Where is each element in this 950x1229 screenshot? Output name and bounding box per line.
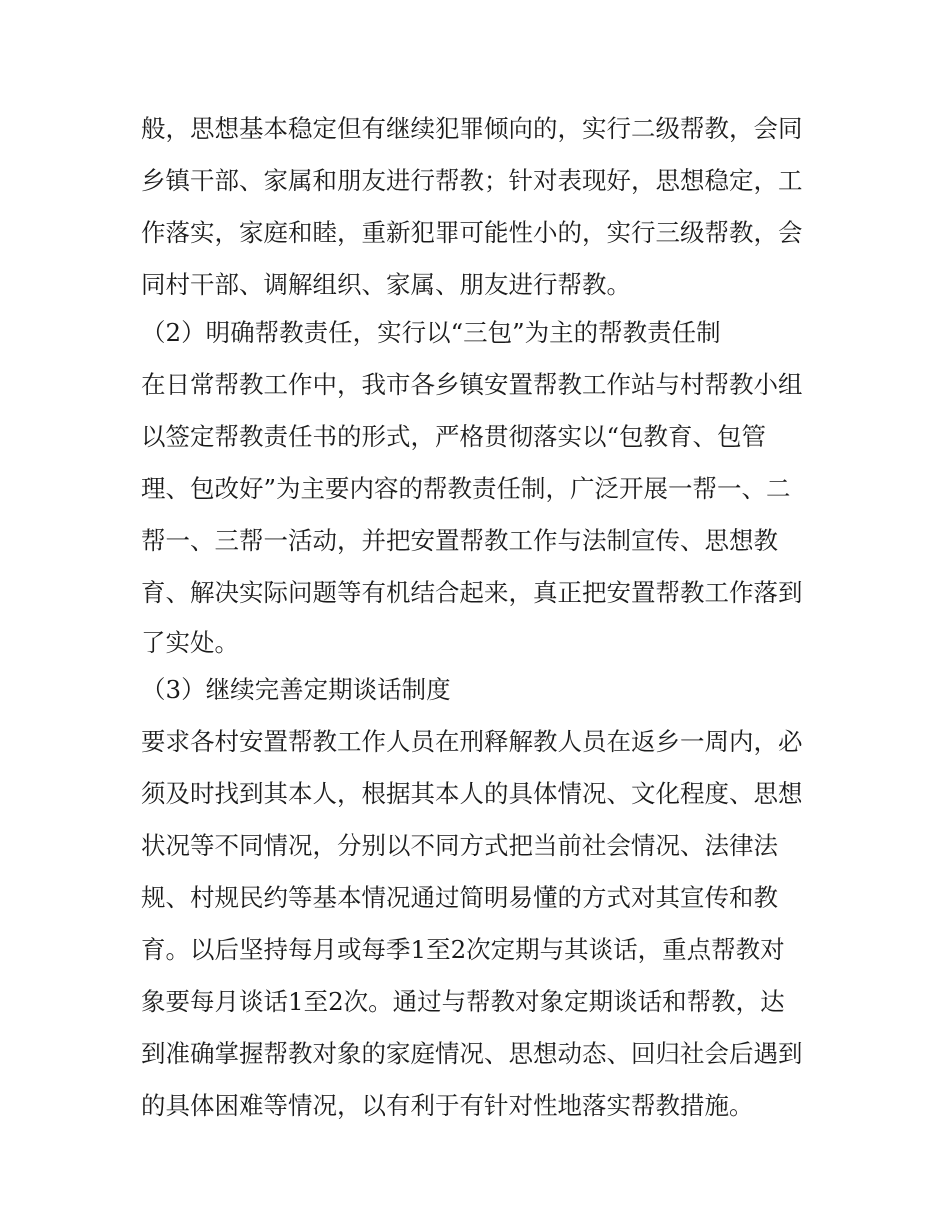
paragraph-line: 育。以后坚持每月或每季1至2次定期与其谈话，重点帮教对 [141,935,785,964]
paragraph-line: 作落实，家庭和睦，重新犯罪可能性小的，实行三级帮教，会 [141,218,803,247]
paragraph-line: 育、解决实际问题等有机结合起来，真正把安置帮教工作落到 [141,578,803,607]
paragraph-line: 同村干部、调解组织、家属、朋友进行帮教。 [141,270,631,299]
paragraph-line: 乡镇干部、家属和朋友进行帮教；针对表现好，思想稳定，工 [141,166,803,195]
section-heading: （2）明确帮教责任，实行以“三包”为主的帮教责任制 [141,318,721,347]
paragraph-line: 规、村规民约等基本情况通过简明易懂的方式对其宣传和教 [141,883,778,912]
paragraph-line: 状况等不同情况，分别以不同方式把当前社会情况、法律法 [141,831,778,860]
paragraph-line: 了实处。 [141,628,239,657]
paragraph-line: 以签定帮教责任书的形式，严格贯彻落实以“包教育、包管 [141,422,767,451]
paragraph-line: 帮一、三帮一活动，并把安置帮教工作与法制宣传、思想教 [141,526,778,555]
section-heading: （3）继续完善定期谈话制度 [141,675,451,704]
paragraph-line: 的具体困难等情况，以有利于有针对性地落实帮教措施。 [141,1091,754,1120]
paragraph-line: 到准确掌握帮教对象的家庭情况、思想动态、回归社会后遇到 [141,1039,803,1068]
paragraph-line: 般，思想基本稳定但有继续犯罪倾向的，实行二级帮教，会同 [141,114,803,143]
paragraph-line: 要求各村安置帮教工作人员在刑释解教人员在返乡一周内，必 [141,727,803,756]
paragraph-line: 象要每月谈话1至2次。通过与帮教对象定期谈话和帮教，达 [141,987,785,1016]
paragraph-line: 须及时找到其本人，根据其本人的具体情况、文化程度、思想 [141,779,803,808]
paragraph-line: 理、包改好”为主要内容的帮教责任制，广泛开展一帮一、二 [141,474,791,503]
paragraph-line: 在日常帮教工作中，我市各乡镇安置帮教工作站与村帮教小组 [141,370,803,399]
